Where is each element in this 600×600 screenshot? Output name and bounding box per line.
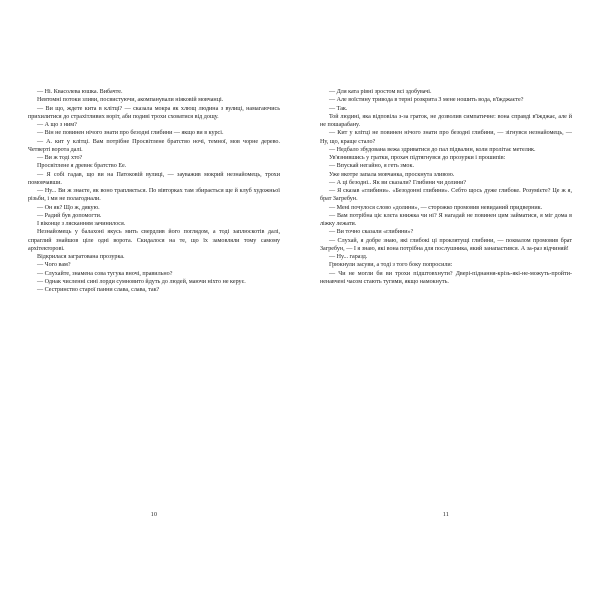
paragraph: — Впускай негайно, я геть змок. bbox=[329, 163, 414, 170]
paragraph: Невтомні потоки зливи, посвистуючи, акомпанували ніяковій мовчанці. bbox=[37, 97, 224, 104]
paragraph: Незнайомець у балахоні якусь мить свердлив його поглядом, а тоді заплюскотів далі, спраглий знайшов ціле одні ворота. Скидалося на те, що їх замовляли тому самому архітекторові. bbox=[28, 229, 280, 252]
paragraph: — Слухай, я добре знаю, які глибокі ці проклятущі глибини, — поквалом промовив брат Загребун, — І я знаю, які вона потрібна для послушника, який занапастився. А за-раз відчиняй! bbox=[320, 237, 572, 252]
paragraph: — Кит у клітці не повинен нічого знати про безодні глибини, — зігнувся незнайомець, — Ну, що, краще стало? bbox=[320, 130, 572, 145]
paragraph: — Чого вам? bbox=[37, 262, 71, 269]
left-page-body bbox=[28, 88, 280, 500]
paragraph: — Радий був допомогти. bbox=[37, 212, 102, 219]
paragraph: — А. кит у клітці. Вам потрібне Просвітлене братство ночі, темної, мов чорне дерево. Четверті ворота далі. bbox=[28, 138, 280, 153]
paragraph: Просвітлене я древнє братство Ее. bbox=[37, 163, 127, 170]
paragraph: — Чи не могли би ви трохи підштовхнути? Двері-піднання-крізь-які-не-можуть-пройти-ненавчені часом стають тугими, якщо намокнуть. bbox=[320, 270, 572, 285]
paragraph: — Так. bbox=[329, 105, 348, 112]
paragraph: — Сестринство старої панни слава, слава, так? bbox=[37, 287, 160, 293]
page-number: 11 bbox=[442, 512, 450, 518]
paragraph: — Ні. Квасолева юшка. Вибачте. bbox=[37, 89, 123, 95]
paragraph: — Он як? Що ж, дякую. bbox=[37, 204, 100, 211]
paragraph: — Ви точно сказали «глибини»? bbox=[329, 229, 414, 236]
paragraph: — Недбало збудована вежа здриватися до пал підвалин, коли пролітає метелик. bbox=[329, 146, 536, 153]
paragraph: — Я собі гадав, що ви на Патоковій вулиці, — зауважив мокрий незнайомець, трохи помовчавши. bbox=[28, 171, 280, 186]
paragraph: — Для ката рівні зростом всі здобувачі. bbox=[329, 89, 432, 95]
right-page-body bbox=[320, 88, 572, 502]
paragraph: — А ці безодні.. Як ви сказали? Глибини чи долини? bbox=[329, 179, 467, 186]
paragraph: Відкрилася загратована прозурка. bbox=[37, 254, 125, 260]
paragraph: — Ви ж тоді хто? bbox=[37, 155, 83, 161]
paragraph: — А що з ним? bbox=[37, 122, 77, 128]
paragraph: — Але воїстину тривода в терні розкрита З мене ношить вода, в'їжджаєте? bbox=[329, 97, 524, 104]
paragraph: Уже вкотре запала мовчанка, проскнута зливою. bbox=[329, 171, 455, 178]
paragraph: — Ну... гаразд. bbox=[329, 254, 368, 260]
paragraph: — Слухайте, знамена сова тугука вночі, правильно? bbox=[37, 270, 173, 277]
page-number: 10 bbox=[150, 512, 158, 518]
paragraph: — Мені почулося слово «долини», — сторожко промовив невиданий придверник. bbox=[329, 204, 543, 211]
left-page bbox=[28, 88, 280, 518]
paragraph: — Ну... Ви ж знаєте, як воно трапляється. По вівторках там збирається ще й клуб художньої різьби, і ми не полагоднали. bbox=[28, 188, 280, 203]
paragraph: Грюкнули засуви, а тоді з того боку попросили: bbox=[329, 262, 453, 269]
paragraph: — Однак численні сині лорди сумновито йдуть до людей, маючи ніхто не керує. bbox=[37, 278, 246, 285]
paragraph: — Вам потрібна ціє клєта книжка чи ні? Я нагадай не повинен цим займатися, я міг дома в ліжку лежати. bbox=[320, 212, 572, 227]
book-pages-container bbox=[28, 88, 572, 518]
paragraph: Ув'язнившись у гратки, прохач підтягнувся до прозурки і прошипів: bbox=[329, 155, 506, 161]
paragraph: — Ви що, ждете кита в клітці? — сказала мокра як хлющ людина з вулиці, намагаючись прихилитися до страхітливих воріт, аби подиві трохи сховатися від дощу. bbox=[28, 105, 280, 120]
paragraph: І віконце з лясканням зачинилося. bbox=[37, 221, 126, 227]
paragraph: — Я сказав «глибини». «Безодонні глибини». Себто щось дуже глибоке. Розумієте? Це ж я, брат Загребун. bbox=[320, 188, 572, 203]
right-page bbox=[320, 88, 572, 518]
paragraph: — Він не повинен нічого знати про безодні глибини — якщо ви в курсі. bbox=[37, 130, 224, 137]
paragraph: Той людині, яка відповіла з-за граток, не дозволив симпатичне: вона справді в'їжджає, але й не пошарабану. bbox=[320, 113, 572, 128]
